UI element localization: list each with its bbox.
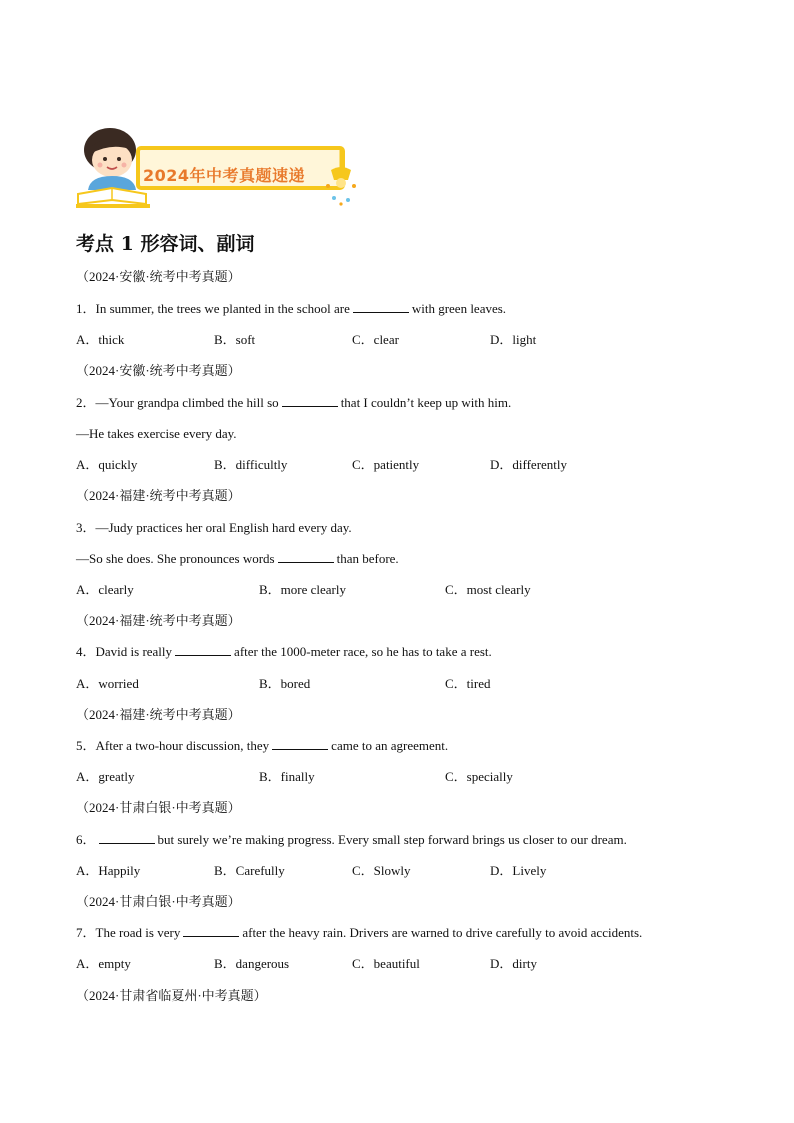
question-stem [76, 925, 642, 941]
question-source: （2024·安徽·统考中考真题） [76, 363, 241, 378]
stem-text: 5．After a two-hour discussion, they [76, 738, 270, 753]
stem-text: than before. [336, 551, 399, 566]
option-c[interactable]: C．Slowly [352, 863, 411, 878]
question-stem-line2: —He takes exercise every day. [76, 426, 237, 441]
stem-text: that I couldn’t keep up with him. [340, 395, 512, 410]
stem-text: after the heavy rain. Drivers are warned to drive carefully to avoid accidents. [242, 925, 643, 940]
question-stem [76, 832, 627, 848]
answer-blank [278, 551, 334, 563]
answer-blank [99, 832, 155, 844]
option-b[interactable]: B．finally [259, 769, 315, 784]
stem-text: 7．The road is very [76, 925, 181, 940]
answer-blank [272, 738, 328, 750]
option-a[interactable]: A．worried [76, 676, 139, 691]
question-source: （2024·甘肃白银·中考真题） [76, 894, 241, 909]
question-source: （2024·甘肃白银·中考真题） [76, 800, 241, 815]
option-c[interactable]: C．patiently [352, 457, 420, 472]
option-c[interactable]: C．tired [445, 676, 491, 691]
option-a[interactable]: A．clearly [76, 582, 134, 597]
question-stem: 3．—Judy practices her oral English hard every day. [76, 520, 352, 535]
option-c[interactable]: C．beautiful [352, 956, 420, 971]
question-stem [76, 644, 492, 660]
answer-blank [183, 925, 239, 937]
answer-blank [353, 301, 409, 313]
question-stem [76, 738, 448, 754]
option-a[interactable]: A．thick [76, 332, 125, 347]
stem-text: 1．In summer, the trees we planted in the school are [76, 301, 350, 316]
option-d[interactable]: D．light [490, 332, 537, 347]
stem-text: 2．—Your grandpa climbed the hill so [76, 395, 279, 410]
question-source: （2024·福建·统考中考真题） [76, 707, 241, 722]
option-b[interactable]: B．bored [259, 676, 311, 691]
option-c[interactable]: C．clear [352, 332, 399, 347]
stem-text: —So she does. She pronounces words [76, 551, 275, 566]
banner-title: 2024年中考真题速递 [143, 166, 306, 185]
option-c[interactable]: C．specially [445, 769, 513, 784]
option-c[interactable]: C．most clearly [445, 582, 531, 597]
stem-text: but surely we’re making progress. Every small step forward brings us closer to our dream. [157, 832, 627, 847]
question-stem [76, 301, 506, 317]
stem-text: came to an agreement. [331, 738, 449, 753]
option-a[interactable]: A．quickly [76, 457, 138, 472]
answer-blank [175, 644, 231, 656]
option-b[interactable]: B．difficultly [214, 457, 288, 472]
stem-text: after the 1000-meter race, so he has to take a rest. [234, 644, 492, 659]
question-stem [76, 395, 511, 411]
option-d[interactable]: D．dirty [490, 956, 537, 971]
section-title: 考点 1 形容词、副词 [76, 233, 255, 255]
answer-blank [282, 395, 338, 407]
option-a[interactable]: A．greatly [76, 769, 135, 784]
stem-text: with green leaves. [411, 301, 507, 316]
option-b[interactable]: B．soft [214, 332, 256, 347]
question-source: （2024·安徽·统考中考真题） [76, 269, 241, 284]
option-d[interactable]: D．Lively [490, 863, 547, 878]
option-a[interactable]: A．empty [76, 956, 131, 971]
question-source: （2024·福建·统考中考真题） [76, 488, 241, 503]
option-b[interactable]: B．more clearly [259, 582, 346, 597]
option-d[interactable]: D．differently [490, 457, 568, 472]
option-b[interactable]: B．dangerous [214, 956, 290, 971]
question-stem-line2 [76, 551, 399, 567]
question-source: （2024·甘肃省临夏州·中考真题） [76, 988, 267, 1003]
stem-text: 6． [76, 832, 96, 847]
option-b[interactable]: B．Carefully [214, 863, 285, 878]
question-source: （2024·福建·统考中考真题） [76, 613, 241, 628]
option-a[interactable]: A．Happily [76, 863, 141, 878]
stem-text: 4．David is really [76, 644, 173, 659]
